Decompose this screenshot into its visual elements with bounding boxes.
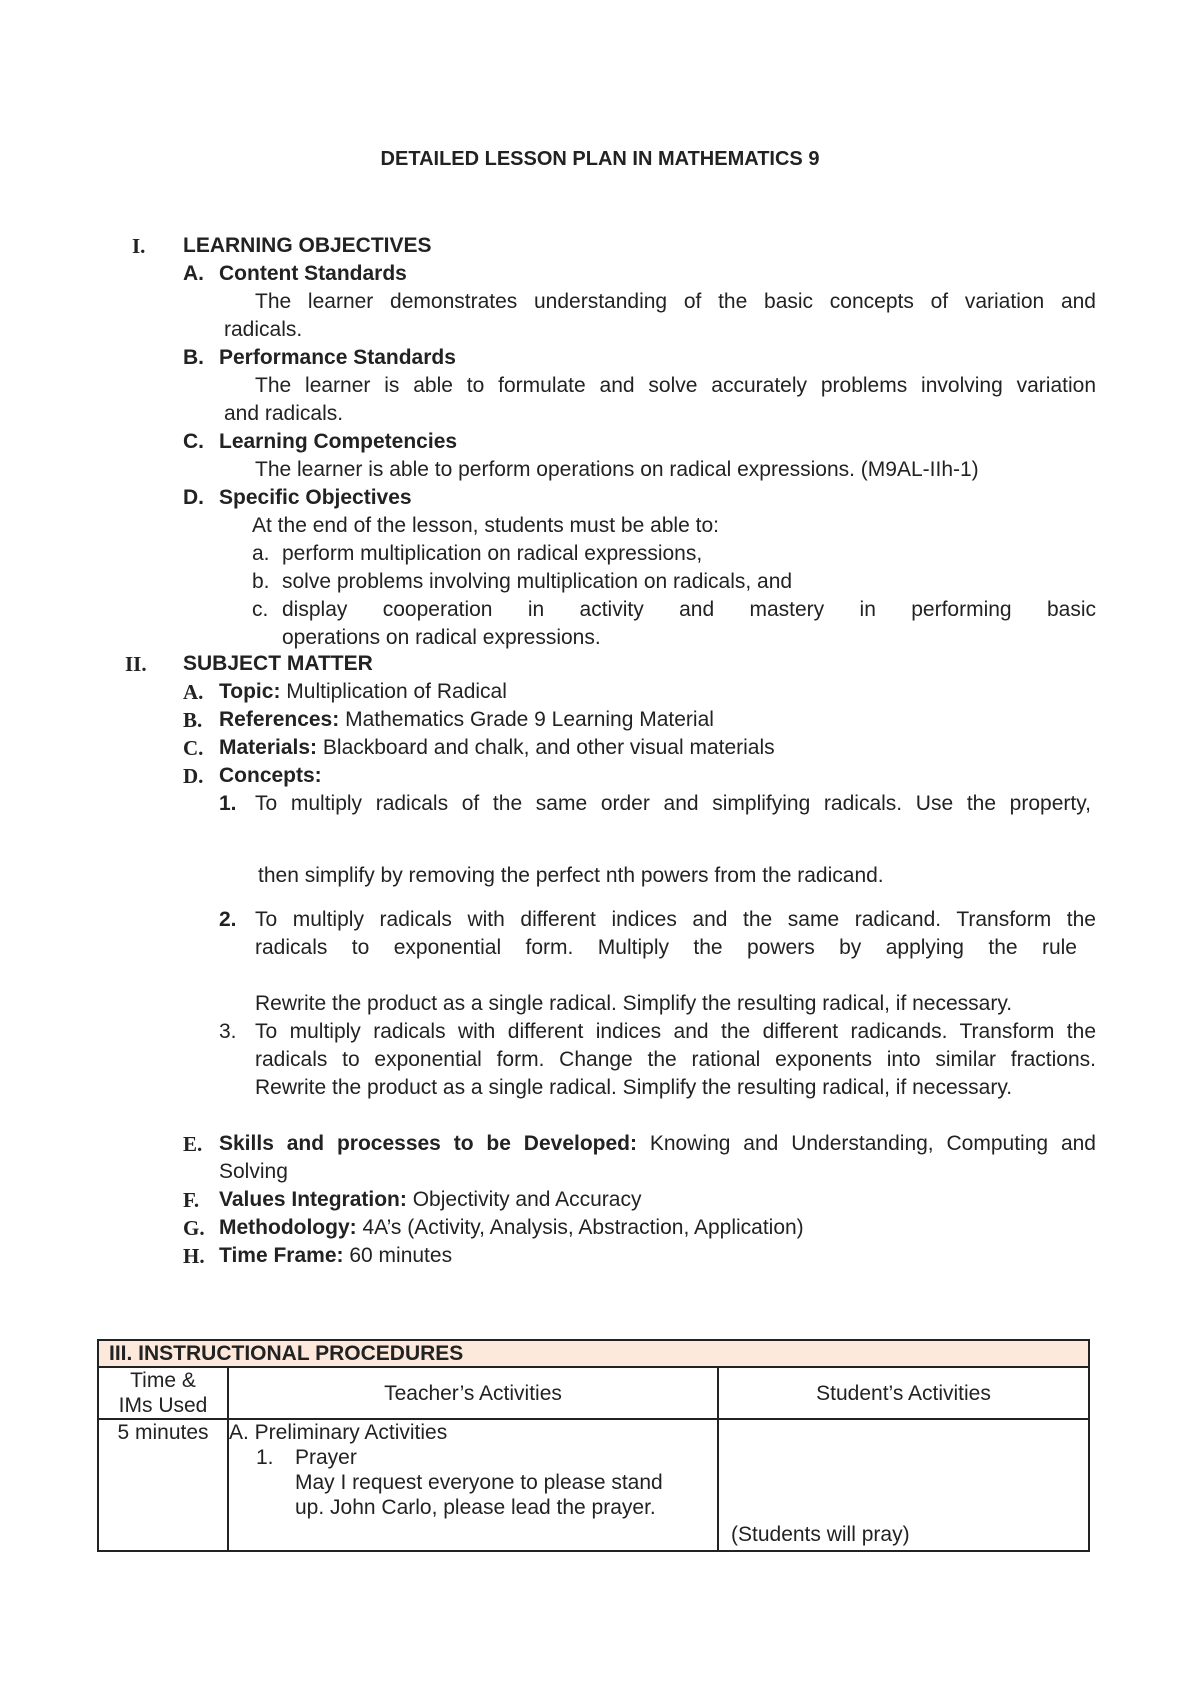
activity-heading: A. Preliminary Activities: [229, 1421, 448, 1444]
objective-text-cont: operations on radical expressions.: [282, 626, 601, 649]
item-letter: B.: [183, 708, 203, 732]
methodology-label: Methodology:: [219, 1216, 357, 1239]
column-header-time-line1: Time &: [130, 1369, 196, 1392]
materials-label: Materials:: [219, 736, 318, 759]
concepts-label: Concepts:: [219, 764, 322, 787]
item-letter: A.: [183, 262, 204, 285]
table-row: [98, 1419, 1089, 1551]
specific-objectives-label: Specific Objectives: [219, 486, 412, 509]
skills-label: Skills and processes to be Developed:: [219, 1132, 637, 1155]
section-number: II.: [125, 652, 147, 676]
references-value: Mathematics Grade 9 Learning Material: [345, 708, 714, 731]
item-letter: G.: [183, 1216, 205, 1240]
item-letter: D.: [183, 764, 204, 788]
concept-text-cont: radicals to exponential form. Change the rational exponents into similar fractions.: [255, 1048, 1096, 1071]
specific-objectives-intro: At the end of the lesson, students must be able to:: [252, 514, 719, 537]
student-activity-text: (Students will pray): [731, 1523, 910, 1546]
page-title: DETAILED LESSON PLAN IN MATHEMATICS 9: [380, 148, 820, 170]
table-header: III. INSTRUCTIONAL PROCEDURES: [98, 1340, 1089, 1367]
values-integration-value: Objectivity and Accuracy: [412, 1188, 642, 1211]
time-frame-value: 60 minutes: [349, 1244, 453, 1267]
content-standards-text: The learner demonstrates understanding of the basic concepts of variation and: [255, 290, 1096, 313]
objective-text: solve problems involving multiplication on radicals, and: [282, 570, 793, 593]
objective-letter: b.: [252, 570, 270, 593]
time-cell: 5 minutes: [98, 1419, 228, 1551]
column-header-time: [98, 1367, 228, 1419]
section-heading: LEARNING OBJECTIVES: [183, 234, 432, 257]
item-letter: A.: [183, 680, 204, 704]
values-integration-label: Values Integration:: [219, 1188, 407, 1211]
column-header-time-line2: IMs Used: [118, 1394, 208, 1417]
references-label: References:: [219, 708, 340, 731]
topic-label: Topic:: [219, 680, 281, 703]
materials-value: Blackboard and chalk, and other visual materials: [322, 736, 775, 759]
column-header-student: Student’s Activities: [718, 1367, 1089, 1419]
item-letter: C.: [183, 736, 204, 760]
concept-number: 3.: [219, 1020, 237, 1043]
concept-text: To multiply radicals with different indices and the same radicand. Transform the: [255, 908, 1096, 931]
content-standards-label: Content Standards: [219, 262, 407, 285]
item-letter: D.: [183, 486, 204, 509]
concept-text-cont: radicals to exponential form. Multiply the powers by applying the rule: [255, 936, 1077, 959]
content-standards-text-cont: radicals.: [224, 318, 303, 341]
learning-competencies-label: Learning Competencies: [219, 430, 458, 453]
objective-letter: a.: [252, 542, 270, 565]
item-letter: H.: [183, 1244, 205, 1268]
activity-text-cont: up. John Carlo, please lead the prayer.: [295, 1496, 656, 1519]
skills-value: Knowing and Understanding, Computing and: [649, 1132, 1096, 1155]
concept-number: 2.: [219, 908, 237, 931]
student-cell: [718, 1419, 1089, 1551]
item-letter: E.: [183, 1132, 203, 1156]
teacher-cell: [228, 1419, 718, 1551]
concept-text: To multiply radicals with different indices and the different radicands. Transform the: [255, 1020, 1096, 1043]
time-frame-label: Time Frame:: [219, 1244, 344, 1267]
skills-value-cont: Solving: [219, 1160, 288, 1183]
performance-standards-label: Performance Standards: [219, 346, 456, 369]
section-heading: SUBJECT MATTER: [183, 652, 373, 675]
concept-text-cont: Rewrite the product as a single radical. Simplify the resulting radical, if necessary.: [255, 992, 1013, 1015]
concept-text: To multiply radicals of the same order and simplifying radicals. Use the property,: [255, 792, 1091, 815]
item-letter: C.: [183, 430, 204, 453]
instructional-procedures-table: [97, 1339, 1090, 1552]
concept-text-cont: then simplify by removing the perfect nth powers from the radicand.: [258, 864, 884, 887]
column-header-teacher: Teacher’s Activities: [228, 1367, 718, 1419]
activity-text: May I request everyone to please stand: [295, 1471, 663, 1494]
methodology-value: 4A’s (Activity, Analysis, Abstraction, Application): [362, 1216, 804, 1239]
concept-text-cont: Rewrite the product as a single radical. Simplify the resulting radical, if necessary.: [255, 1076, 1013, 1099]
concept-number: 1.: [219, 792, 237, 815]
section-number: I.: [132, 234, 146, 258]
activity-number: 1.: [256, 1446, 274, 1469]
performance-standards-text: The learner is able to formulate and solve accurately problems involving variation: [255, 374, 1096, 397]
activity-label: Prayer: [295, 1446, 357, 1469]
item-letter: F.: [183, 1188, 200, 1212]
item-letter: B.: [183, 346, 204, 369]
topic-value: Multiplication of Radical: [286, 680, 507, 703]
objective-text: display cooperation in activity and mastery in performing basic: [282, 598, 1096, 621]
performance-standards-text-cont: and radicals.: [224, 402, 344, 425]
learning-competencies-text: The learner is able to perform operations on radical expressions. (M9AL-IIh-1): [255, 458, 979, 481]
objective-letter: c.: [252, 598, 269, 621]
objective-text: perform multiplication on radical expressions,: [282, 542, 703, 565]
